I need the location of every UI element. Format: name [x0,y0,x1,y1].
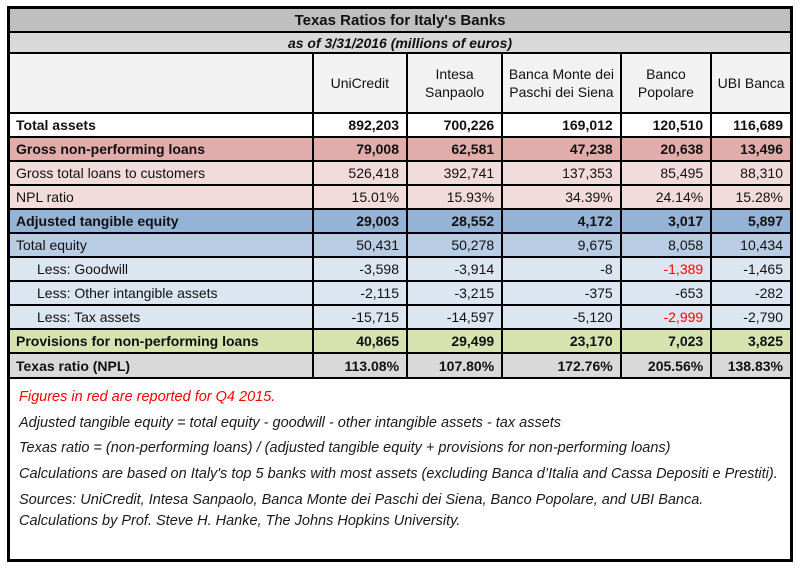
row-label: Texas ratio (NPL) [10,353,313,377]
cell-value: 169,012 [502,113,621,137]
cell-value: -653 [621,281,711,305]
corner-cell [10,54,313,113]
cell-value: 892,203 [313,113,407,137]
cell-value: -3,598 [313,257,407,281]
table-row [10,161,790,185]
cell-value: 79,008 [313,137,407,161]
column-header-unicredit: UniCredit [313,54,407,113]
table-row [10,329,790,353]
cell-value: 47,238 [502,137,621,161]
table-header [10,54,790,113]
note-calculation-basis: Calculations are based on Italy's top 5 banks with most assets (excluding Banca d’Italia and Cassa Depositi e Prestiti). [19,466,778,483]
cell-value: 3,825 [711,329,790,353]
cell-value: 50,431 [313,233,407,257]
banks-table [10,54,790,377]
cell-value: 29,499 [407,329,502,353]
cell-value: 205.56% [621,353,711,377]
cell-value: -2,790 [711,305,790,329]
cell-value: 34.39% [502,185,621,209]
row-label: Gross total loans to customers [10,161,313,185]
table-row [10,209,790,233]
row-label: Less: Goodwill [10,257,313,281]
table-row [10,185,790,209]
cell-value: 9,675 [502,233,621,257]
cell-value: -375 [502,281,621,305]
note-sources: Sources: UniCredit, Intesa Sanpaolo, Banca Monte dei Paschi dei Siena, Banco Popolare, and UBI Banca. [19,491,704,508]
row-label: Less: Other intangible assets [10,281,313,305]
cell-value: 113.08% [313,353,407,377]
column-header-banca-monte-dei-paschi: Banca Monte dei Paschi dei Siena [502,54,621,113]
row-label: Total equity [10,233,313,257]
cell-value: 15.93% [407,185,502,209]
note-adjusted-tangible-equity-formula: Adjusted tangible equity = total equity - goodwill - other intangible assets - tax assets [19,414,562,431]
cell-value: 15.28% [711,185,790,209]
cell-value: -14,597 [407,305,502,329]
table-row [10,281,790,305]
cell-value: 13,496 [711,137,790,161]
cell-value: -2,999 [621,305,711,329]
cell-value: 23,170 [502,329,621,353]
cell-value: -3,914 [407,257,502,281]
cell-value: 8,058 [621,233,711,257]
cell-value: 700,226 [407,113,502,137]
table-row [10,257,790,281]
column-header-banco-popolare: Banco Popolare [621,54,711,113]
note-texas-ratio-formula: Texas ratio = (non-performing loans) / (adjusted tangible equity + provisions for non-performing loans) [19,440,671,457]
cell-value: 392,741 [407,161,502,185]
header-row [10,54,790,113]
table-row [10,113,790,137]
footnotes [10,377,790,559]
row-label: Gross non-performing loans [10,137,313,161]
cell-value: -282 [711,281,790,305]
cell-value: 50,278 [407,233,502,257]
cell-value: 4,172 [502,209,621,233]
column-header-ubi-banca: UBI Banca [711,54,790,113]
row-label: Total assets [10,113,313,137]
row-label: NPL ratio [10,185,313,209]
table-subtitle: as of 3/31/2016 (millions of euros) [10,33,790,54]
cell-value: 138.83% [711,353,790,377]
cell-value: 116,689 [711,113,790,137]
cell-value: 29,003 [313,209,407,233]
cell-value: 88,310 [711,161,790,185]
cell-value: 3,017 [621,209,711,233]
cell-value: 7,023 [621,329,711,353]
cell-value: 107.80% [407,353,502,377]
note-author-credit: Calculations by Prof. Steve H. Hanke, The Johns Hopkins University. [19,512,461,529]
table-row [10,137,790,161]
cell-value: 85,495 [621,161,711,185]
cell-value: 120,510 [621,113,711,137]
cell-value: 40,865 [313,329,407,353]
cell-value: 10,434 [711,233,790,257]
cell-value: 24.14% [621,185,711,209]
cell-value: -3,215 [407,281,502,305]
cell-value: 172.76% [502,353,621,377]
table-row [10,233,790,257]
cell-value: -5,120 [502,305,621,329]
row-label: Adjusted tangible equity [10,209,313,233]
cell-value: 137,353 [502,161,621,185]
cell-value: 62,581 [407,137,502,161]
row-label: Provisions for non-performing loans [10,329,313,353]
note-red-figures: Figures in red are reported for Q4 2015. [19,389,276,405]
cell-value: 15.01% [313,185,407,209]
cell-value: -15,715 [313,305,407,329]
table-title: Texas Ratios for Italy's Banks [10,9,790,33]
cell-value: 5,897 [711,209,790,233]
cell-value: -1,465 [711,257,790,281]
cell-value: 28,552 [407,209,502,233]
table-body [10,113,790,377]
table-row [10,305,790,329]
cell-value: 526,418 [313,161,407,185]
table-row [10,353,790,377]
row-label: Less: Tax assets [10,305,313,329]
column-header-intesa-sanpaolo: Intesa Sanpaolo [407,54,502,113]
cell-value: 20,638 [621,137,711,161]
texas-ratio-table-panel [7,6,793,562]
cell-value: -2,115 [313,281,407,305]
cell-value: -1,389 [621,257,711,281]
cell-value: -8 [502,257,621,281]
